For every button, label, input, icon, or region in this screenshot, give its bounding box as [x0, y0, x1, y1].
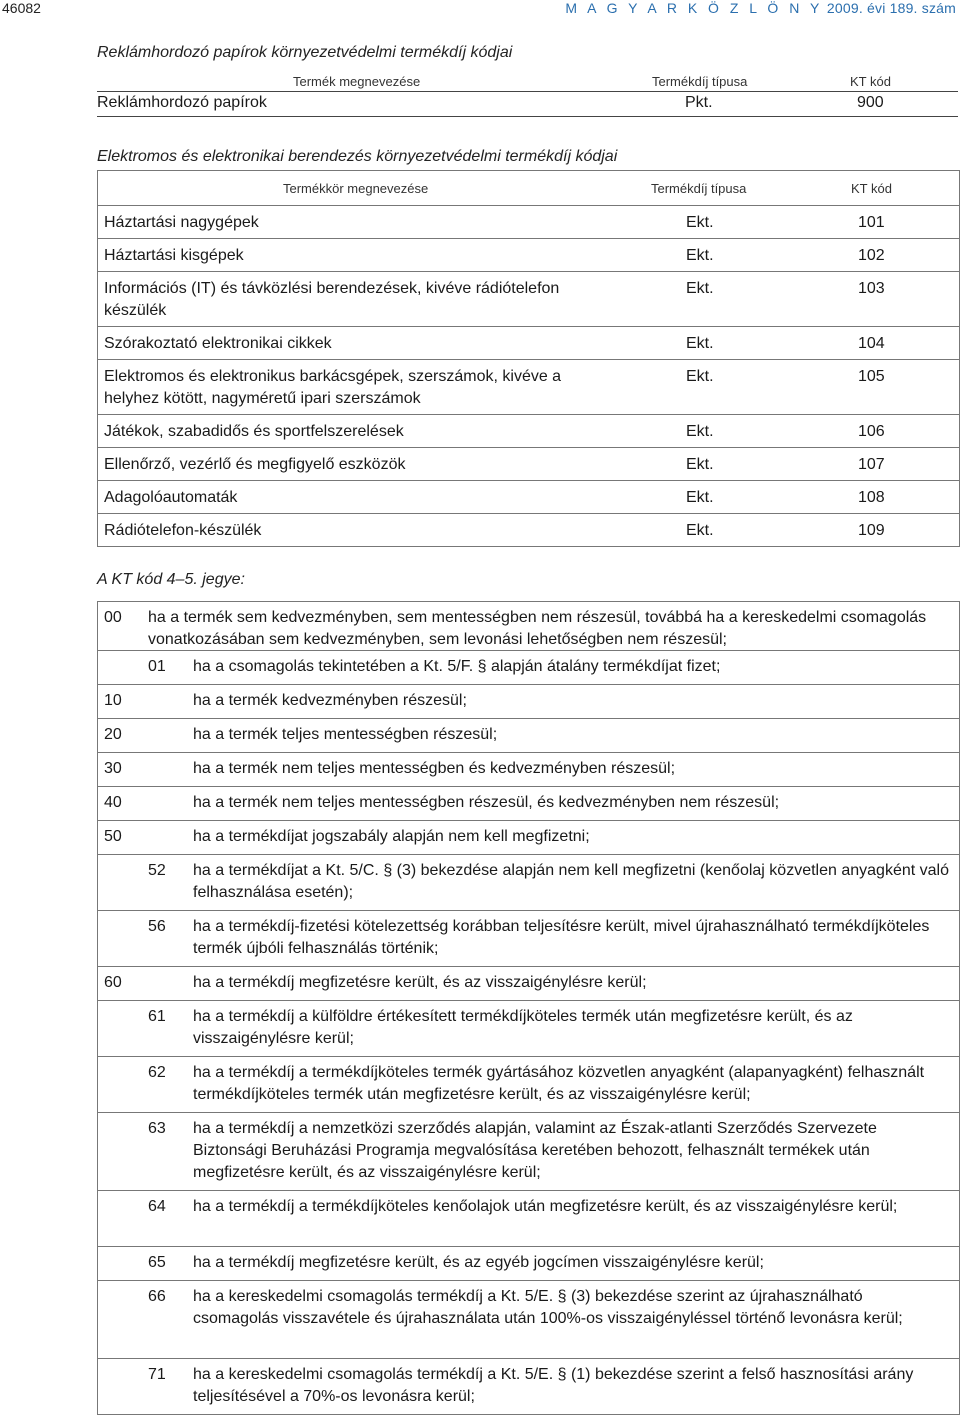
note-code: 10: [104, 692, 122, 709]
journal-name: M A G Y A R K Ö Z L Ö N Y: [565, 0, 823, 16]
note-row: [98, 967, 959, 1001]
col-kt-code: KT kód: [851, 181, 892, 196]
note-row: [98, 753, 959, 787]
note-code: 66: [148, 1288, 166, 1305]
table-row: [98, 514, 959, 546]
row-name: Szórakoztató elektronikai cikkek: [104, 335, 332, 352]
note-row: [98, 821, 959, 855]
note-row: [98, 1057, 959, 1113]
note-text: ha a termékdíjat jogszabály alapján nem kell megfizetni;: [193, 828, 590, 845]
note-code: 50: [104, 828, 122, 845]
table-row: [98, 448, 959, 481]
note-code: 56: [148, 918, 166, 935]
note-row: [98, 651, 959, 685]
note-code: 64: [148, 1198, 166, 1215]
note-row: [98, 1281, 959, 1359]
note-text: ha a csomagolás tekintetében a Kt. 5/F. § alapján átalány termékdíjat fizet;: [193, 658, 721, 675]
row-type: Ekt.: [686, 335, 714, 352]
col-fee-type: Termékdíj típusa: [651, 181, 747, 196]
issue-number: 2009. évi 189. szám: [826, 0, 956, 16]
table-row: [98, 415, 959, 448]
note-row: [98, 685, 959, 719]
row-name: Reklámhordozó papírok: [97, 94, 267, 111]
notes-table: [97, 601, 960, 1415]
note-text: ha a termékdíj megfizetésre került, és az egyéb jogcímen visszaigénylésre kerül;: [193, 1254, 764, 1271]
col-kt-code: KT kód: [850, 74, 891, 89]
row-type: Ekt.: [686, 456, 714, 473]
note-text: ha a termékdíjat a Kt. 5/C. § (3) bekezdése alapján nem kell megfizetni (kenőolaj közvetlen anyagként való felhasználása esetén);: [193, 862, 949, 901]
note-row: [98, 1191, 959, 1247]
row-name: Ellenőrző, vezérlő és megfigyelő eszközök: [104, 456, 406, 473]
row-code: 108: [858, 489, 885, 506]
row-type: Ekt.: [686, 489, 714, 506]
section1-title: Reklámhordozó papírok környezetvédelmi termékdíj kódjai: [97, 44, 513, 61]
page-number: 46082: [2, 0, 41, 16]
note-code: 20: [104, 726, 122, 743]
row-code: 101: [858, 214, 885, 231]
note-row: [98, 787, 959, 821]
col-fee-type: Termékdíj típusa: [652, 74, 748, 89]
table-row: [98, 360, 959, 415]
row-code: 107: [858, 456, 885, 473]
row-code: 900: [857, 94, 884, 111]
row-code: 106: [858, 423, 885, 440]
row-type: Ekt.: [686, 423, 714, 440]
row-name: Háztartási kisgépek: [104, 247, 244, 264]
electronics-table: [97, 170, 960, 547]
note-row: [98, 719, 959, 753]
note-text: ha a termék nem teljes mentességben részesül, és kedvezményben nem részesül;: [193, 794, 780, 811]
note-row: [98, 855, 959, 911]
col-category-name: Termékkör megnevezése: [283, 181, 429, 196]
row-code: 109: [858, 522, 885, 539]
table-row: [97, 91, 958, 117]
note-text: ha a termékdíj-fizetési kötelezettség korábban teljesítésre került, mivel újrahasználható termékdíjköteles termék újbóli felhasználás történik;: [193, 918, 930, 957]
note-text: ha a termékdíj a nemzetközi szerződés alapján, valamint az Észak-atlanti Szerződés Szervezete Biztonsági Beruházási Programja megvalósítása keretében behozott, felhasznált termékek után megfizetésre került, és az visszaigénylésre kerül;: [193, 1120, 877, 1181]
table-row: [98, 206, 959, 239]
row-name: Információs (IT) és távközlési berendezések, kivéve rádiótelefon készülék: [104, 280, 560, 319]
note-row: [98, 1247, 959, 1281]
table-row: [98, 327, 959, 360]
note-code: 00: [104, 609, 122, 626]
note-text: ha a termék kedvezményben részesül;: [193, 692, 467, 709]
note-text: ha a termékdíj megfizetésre került, és az visszaigénylésre kerül;: [193, 974, 647, 991]
row-type: Ekt.: [686, 522, 714, 539]
row-type: Pkt.: [685, 94, 713, 111]
note-text: ha a kereskedelmi csomagolás termékdíj a Kt. 5/E. § (1) bekezdése szerint a felső hasznosítási arány teljesítésével a 70%-os levonásra kerül;: [193, 1366, 914, 1405]
note-code: 62: [148, 1064, 166, 1081]
table-row: [98, 239, 959, 272]
note-text: ha a termék teljes mentességben részesül;: [193, 726, 498, 743]
note-code: 71: [148, 1366, 166, 1383]
note-text: ha a termékdíj a termékdíjköteles kenőolajok után megfizetésre került, és az visszaigénylésre kerül;: [193, 1198, 898, 1215]
note-row: [98, 1113, 959, 1191]
note-row: [98, 602, 959, 651]
note-code: 30: [104, 760, 122, 777]
row-name: Háztartási nagygépek: [104, 214, 259, 231]
col-product-name: Termék megnevezése: [293, 74, 421, 89]
note-code: 52: [148, 862, 166, 879]
note-code: 40: [104, 794, 122, 811]
paper-table: [97, 74, 958, 117]
note-text: ha a termékdíj a termékdíjköteles termék gyártásához közvetlen anyagként (alapanyagként) felhasznált termékdíjköteles termék után megfizetésre került, és az visszaigénylésre kerül;: [193, 1064, 925, 1103]
note-row: [98, 911, 959, 967]
electronics-table-header: [98, 171, 959, 206]
table-row: [98, 481, 959, 514]
note-code: 01: [148, 658, 166, 675]
running-header: [565, 0, 956, 16]
note-code: 61: [148, 1008, 166, 1025]
row-code: 103: [858, 280, 885, 297]
row-code: 104: [858, 335, 885, 352]
note-code: 65: [148, 1254, 166, 1271]
note-text: ha a termék sem kedvezményben, sem mentességben nem részesül, továbbá ha a kereskedelmi csomagolás vonatkozásában sem kedvezményben, sem levonási lehetőségben nem részesül;: [148, 609, 927, 648]
row-type: Ekt.: [686, 368, 714, 385]
row-name: Elektromos és elektronikus barkácsgépek, szerszámok, kivéve a helyhez kötött, nagyméretű ipari szerszámok: [104, 368, 562, 407]
note-code: 60: [104, 974, 122, 991]
row-name: Játékok, szabadidős és sportfelszerelések: [104, 423, 404, 440]
note-text: ha a termékdíj a külföldre értékesített termékdíjköteles termék után megfizetésre került, és az visszaigénylésre kerül;: [193, 1008, 853, 1047]
section2-title: Elektromos és elektronikai berendezés környezetvédelmi termékdíj kódjai: [97, 148, 618, 165]
row-code: 102: [858, 247, 885, 264]
table-row: [98, 272, 959, 327]
note-row: [98, 1001, 959, 1057]
note-row: [98, 1359, 959, 1414]
row-name: Rádiótelefon-készülék: [104, 522, 262, 539]
row-type: Ekt.: [686, 214, 714, 231]
note-code: 63: [148, 1120, 166, 1137]
row-name: Adagolóautomaták: [104, 489, 238, 506]
notes-title: A KT kód 4–5. jegye:: [97, 571, 245, 588]
paper-table-header: [97, 74, 958, 90]
note-text: ha a kereskedelmi csomagolás termékdíj a Kt. 5/E. § (3) bekezdése szerint az újrahasználható csomagolás visszavétele és újrahasználata után 100%-os visszaigényléssel történő levonásra kerül;: [193, 1288, 903, 1327]
row-type: Ekt.: [686, 280, 714, 297]
note-text: ha a termék nem teljes mentességben és kedvezményben részesül;: [193, 760, 676, 777]
row-type: Ekt.: [686, 247, 714, 264]
row-code: 105: [858, 368, 885, 385]
